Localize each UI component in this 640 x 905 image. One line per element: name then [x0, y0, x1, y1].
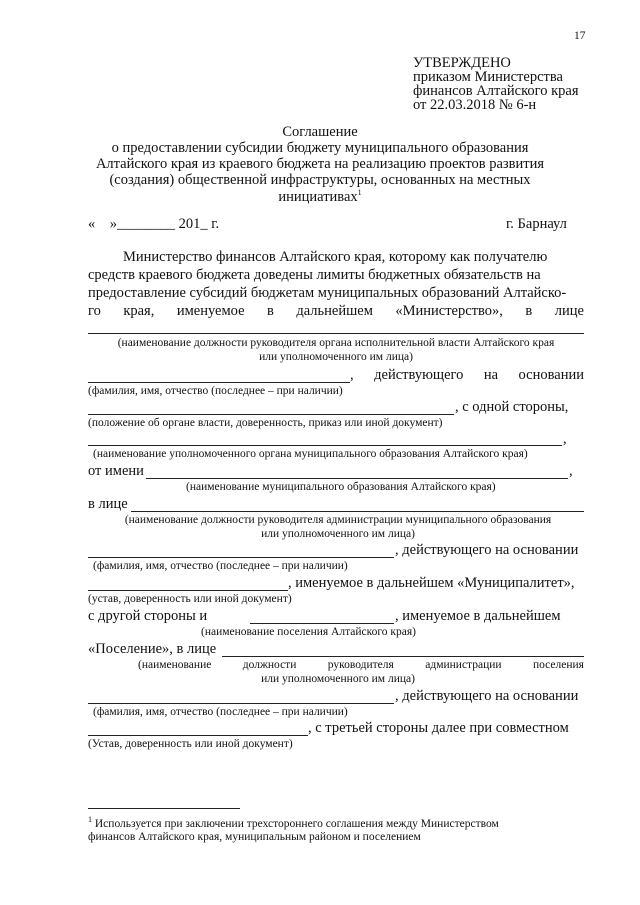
footnote-mark: 1 [357, 188, 362, 197]
blank-line [88, 382, 350, 383]
body-line: , [569, 463, 573, 479]
body-line: , именуемое в дальнейшем [395, 608, 561, 624]
blank-line [88, 333, 584, 334]
page-number: 17 [574, 30, 586, 42]
body-line: , [563, 431, 567, 447]
field-hint: (фамилия, имя, отчество (последнее – при наличии) [88, 385, 343, 397]
blank-line [250, 623, 394, 624]
agreement-date: « »________ 201_ г. [88, 216, 220, 232]
field-hint: (наименование уполномоченного органа муниципального образования Алтайского края) [93, 448, 528, 460]
field-hint: (наименование муниципального образования Алтайского края) [186, 481, 496, 493]
blank-line [131, 511, 584, 512]
body-line: , именуемое в дальнейшем «Муниципалитет», [288, 575, 575, 591]
approval-line: финансов Алтайского края [413, 83, 579, 99]
field-hint: (наименование должности руководителя органа исполнительной власти Алтайского края [117, 337, 555, 349]
approval-line: приказом Министерства [413, 69, 563, 85]
blank-line [88, 445, 562, 446]
approval-date: от 22.03.2018 № 6-н [413, 97, 537, 113]
field-hint: (Устав, доверенность или иной документ) [88, 738, 293, 750]
field-hint: (наименование должности руководителя администрации муниципального образования [124, 514, 552, 526]
blank-line [88, 703, 394, 704]
body-line: «Поселение», в лице [88, 641, 217, 657]
field-hint: (устав, доверенность или иной документ) [88, 593, 292, 605]
title-line: Соглашение [282, 124, 358, 140]
field-hint: или уполномоченного им лица) [261, 673, 415, 685]
title-line: (создания) общественной инфраструктуры, основанных на местных [109, 172, 531, 188]
approval-title: УТВЕРЖДЕНО [413, 55, 511, 71]
blank-line [88, 590, 288, 591]
blank-line [88, 735, 308, 736]
body-line: , с одной стороны, [455, 399, 569, 415]
title-line: инициативах$^1$ [278, 188, 362, 205]
footnote-text: $^1$ Используется при заключении трехстороннего соглашения между Министерством [88, 815, 499, 830]
blank-line [222, 656, 584, 657]
field-hint: (наименование поселения Алтайского края) [201, 626, 416, 638]
body-line: в лице [88, 496, 128, 512]
field-hint: (фамилия, имя, отчество (последнее – при наличии) [93, 706, 348, 718]
body-line: , с третьей стороны далее при совместном [308, 720, 569, 736]
field-hint: (положение об органе власти, доверенность, приказ или иной документ) [88, 417, 443, 429]
footnote-text: финансов Алтайского края, муниципальным районом и поселением [88, 831, 421, 843]
agreement-city: г. Барнаул [506, 216, 567, 232]
body-line: , действующего на основании [395, 688, 579, 704]
blank-line [88, 414, 454, 415]
footnote-separator [88, 808, 240, 809]
body-line: Министерство финансов Алтайского края, которому как получателю [123, 249, 548, 265]
title-line: о предоставлении субсидии бюджету муниципального образования [111, 140, 529, 156]
field-hint: или уполномоченного им лица) [259, 351, 413, 363]
blank-line [88, 557, 394, 558]
body-line: , действующего на основании [395, 542, 579, 558]
body-line: с другой стороны и [88, 608, 208, 624]
body-line: , действующего на основании [350, 367, 584, 383]
field-hint: (фамилия, имя, отчество (последнее – при наличии) [93, 560, 348, 572]
field-hint: (наименование должности руководителя администрации поселения [138, 659, 584, 671]
blank-line [146, 478, 568, 479]
body-line: средств краевого бюджета доведены лимиты бюджетных обязательств на [88, 267, 541, 283]
body-line: от имени [88, 463, 144, 479]
body-line: го края, именуемое в дальнейшем «Министерство», в лице [88, 303, 584, 319]
title-line: Алтайского края из краевого бюджета на реализацию проектов развития [95, 156, 545, 172]
body-line: предоставление субсидий бюджетам муниципальных образований Алтайско- [88, 285, 567, 301]
field-hint: или уполномоченного им лица) [261, 528, 415, 540]
